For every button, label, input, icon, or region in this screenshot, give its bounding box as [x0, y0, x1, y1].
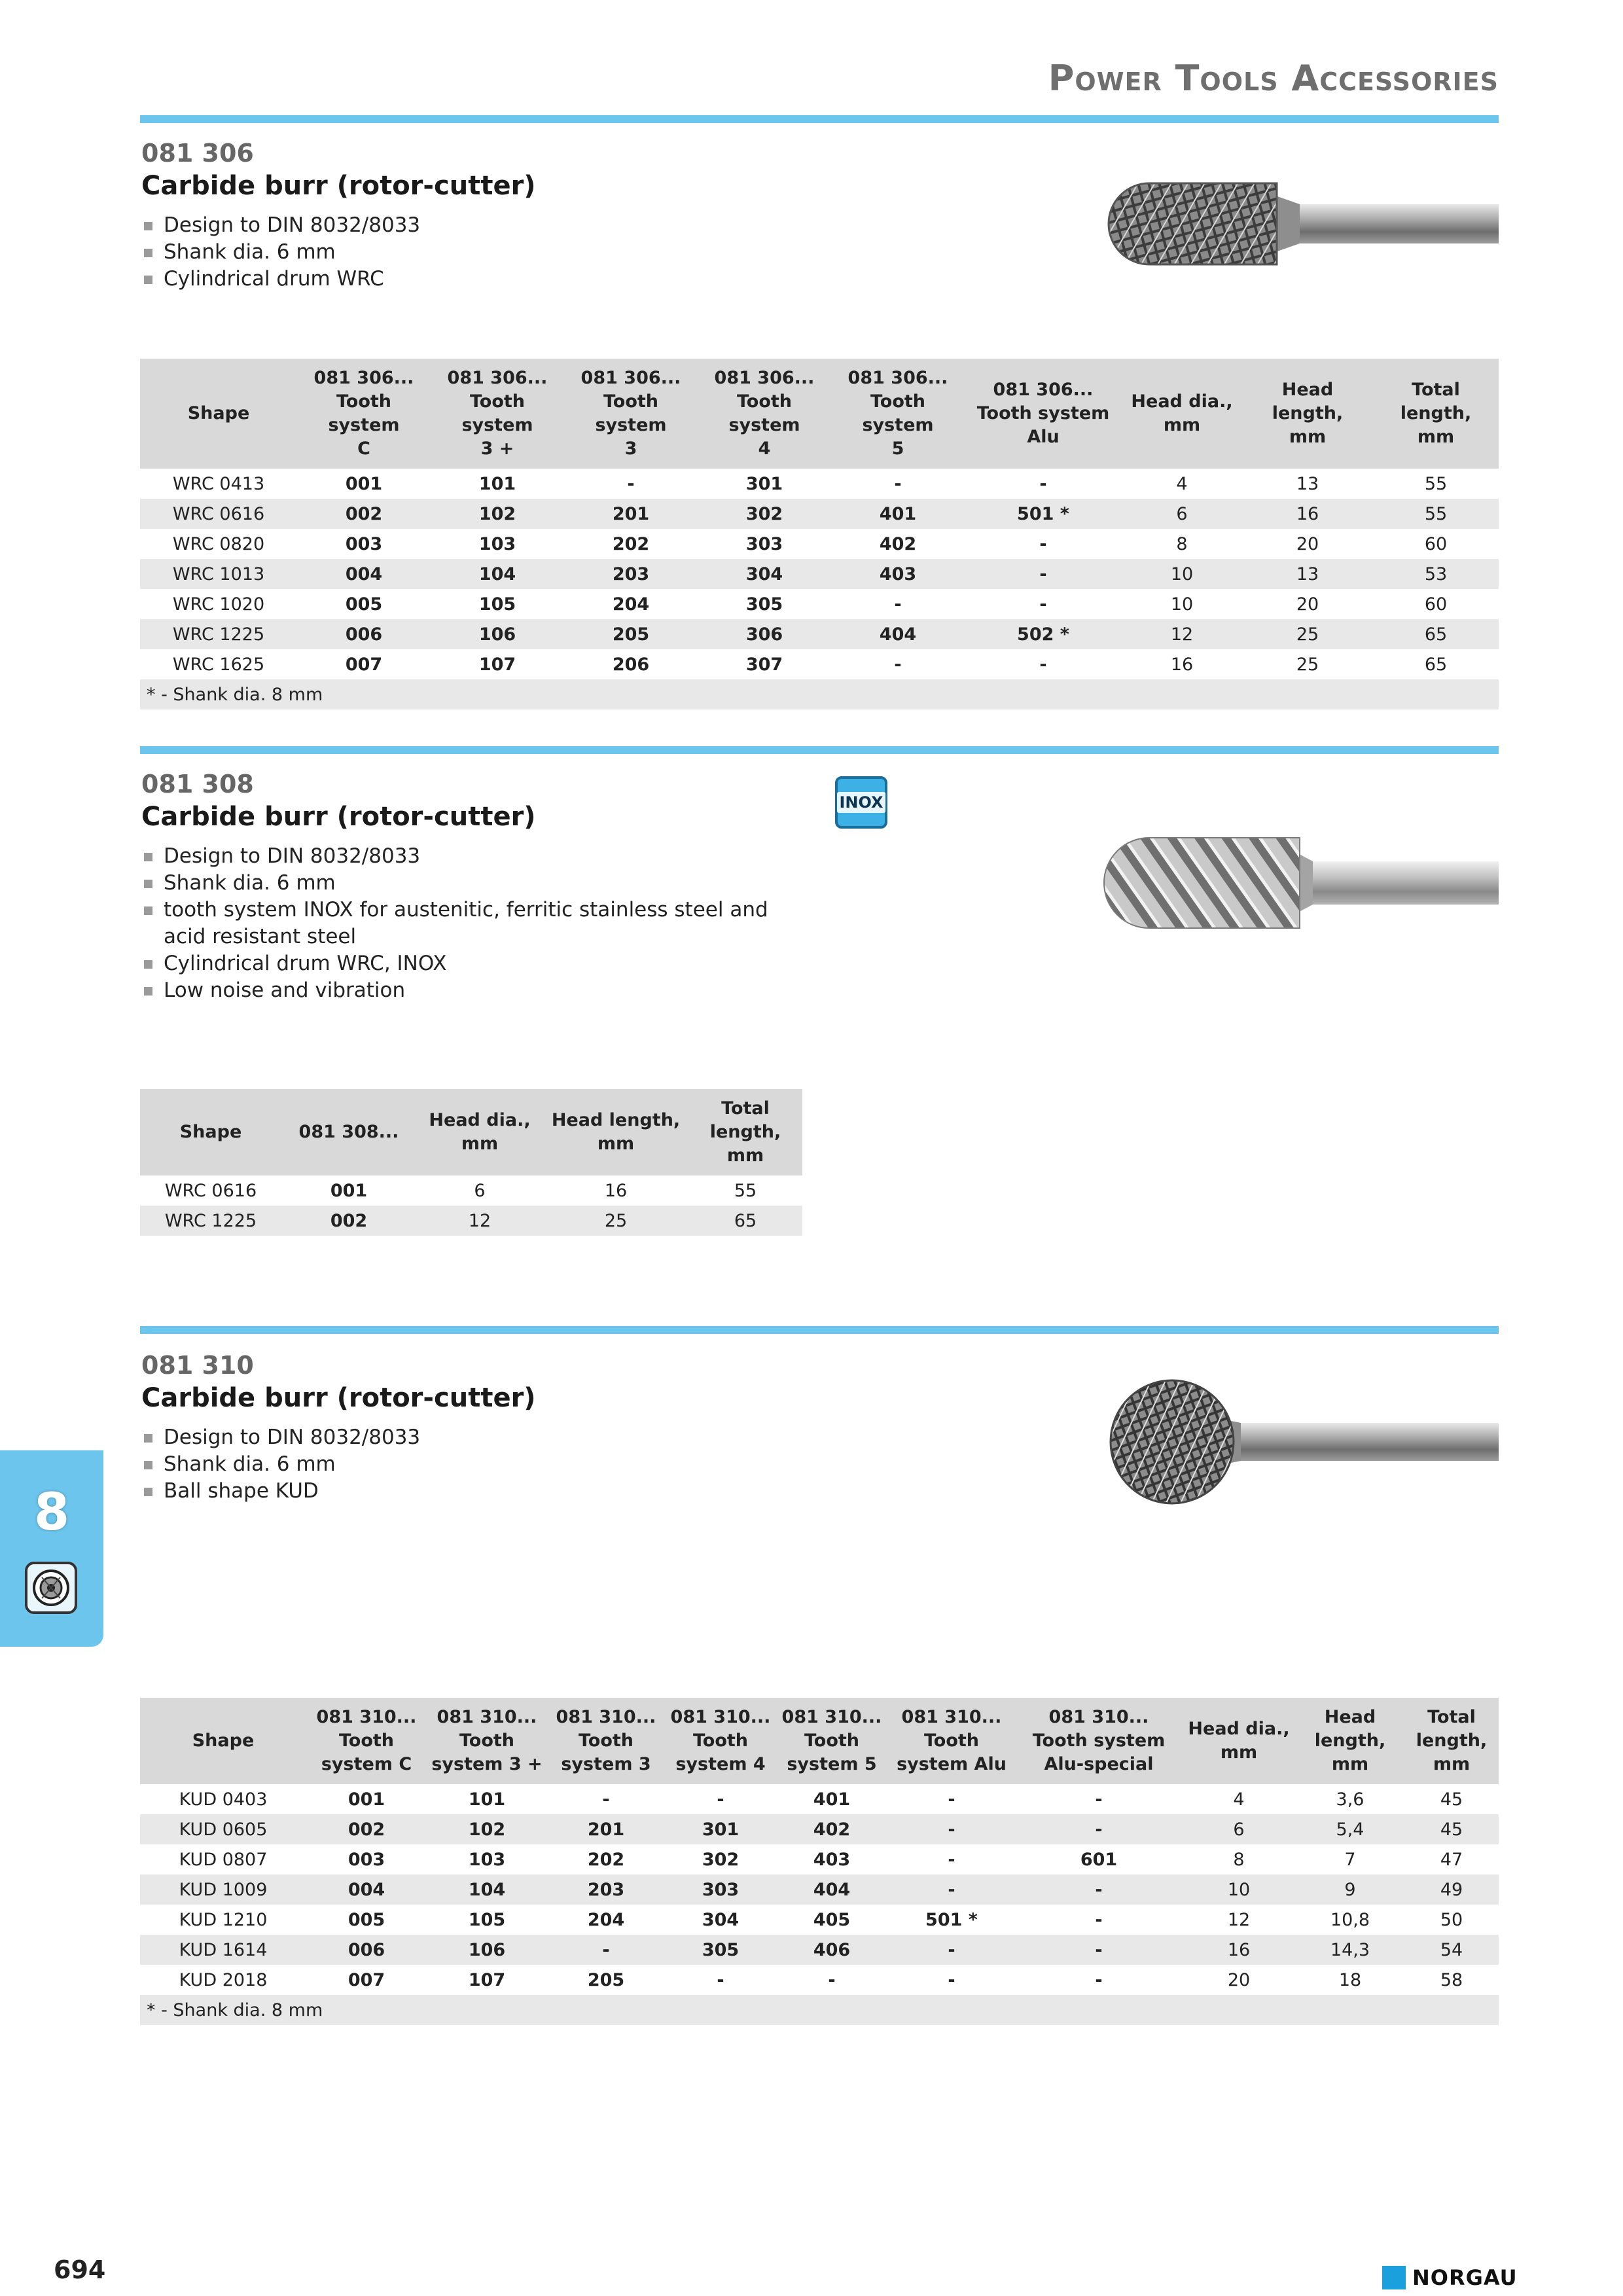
brand-name: NORGAU: [1412, 2265, 1518, 2290]
table-row: KUD 1009 004 104 203 303 404 - - 10 9 49: [140, 1874, 1499, 1905]
col-header: 081 310... Tooth system C: [306, 1698, 427, 1784]
section-rule: [140, 746, 1499, 754]
section-code: 081 306: [141, 139, 254, 168]
grinding-disc-icon: [25, 1562, 77, 1614]
feature-item: Cylindrical drum WRC: [141, 266, 420, 293]
table-footnote: * - Shank dia. 8 mm: [140, 679, 1499, 709]
table-row: WRC 0616 001 6 16 55: [164, 1180, 757, 1201]
brand-square-icon: [1382, 2266, 1406, 2289]
table-row: WRC 0616 002 102 201 302 401 501 * 6 16 55: [140, 499, 1499, 529]
feature-item: Design to DIN 8032/8033: [141, 843, 783, 870]
chapter-number: 8: [33, 1483, 70, 1542]
table-row: WRC 1225 002 12 25 65: [140, 1206, 802, 1236]
col-header: Total length, mm: [688, 1089, 802, 1175]
col-header: 081 310... Tooth system 5: [776, 1698, 887, 1784]
section-title: Carbide burr (rotor-cutter): [141, 171, 536, 201]
col-header: 081 306... Tooth system 4: [698, 359, 831, 469]
table-row: KUD 0807 003 103 202 302 403 - 601 8 7 47: [179, 1849, 1463, 1870]
col-header: 081 306... Tooth system 5: [831, 359, 965, 469]
table-row: WRC 1013 004 104 203 304 403 - 10 13 53: [140, 559, 1499, 589]
col-header: 081 306... Tooth system Alu: [965, 359, 1122, 469]
col-header: 081 306... Tooth system 3 +: [431, 359, 564, 469]
table-row: WRC 1020 005 105 204 305 - - 10 20 60: [172, 594, 1448, 615]
table-row: KUD 1210 005 105 204 304 405 501 * - 12 10,8 50: [179, 1909, 1463, 1930]
table-row: WRC 1225 006 106 205 306 404 502 * 12 25 65: [140, 619, 1499, 649]
col-header: Total length, mm: [1404, 1698, 1499, 1784]
table-row: KUD 2018 007 107 205 - - - - 20 18 58: [179, 1969, 1463, 1990]
inox-badge-icon: [835, 776, 887, 829]
col-header: 081 310... Tooth system 4: [665, 1698, 776, 1784]
spec-table-081-310: [140, 1698, 1499, 2025]
section-title: Carbide burr (rotor-cutter): [141, 1383, 536, 1413]
col-header: Head dia., mm: [1122, 359, 1242, 469]
feature-item: Shank dia. 6 mm: [141, 1451, 420, 1478]
feature-list: [141, 1424, 420, 1505]
page-header-title: Power Tools Accessories: [1048, 58, 1499, 99]
table-footnote: * - Shank dia. 8 mm: [140, 1995, 1499, 2025]
feature-item: Cylindrical drum WRC, INOX: [141, 950, 783, 977]
spec-table-081-308: [140, 1089, 802, 1236]
section-title: Carbide burr (rotor-cutter): [141, 802, 536, 832]
table-row: WRC 1625 007 107 206 307 - - 16 25 65: [172, 654, 1448, 675]
chapter-tab: [0, 1450, 103, 1647]
col-header: Head length, mm: [1296, 1698, 1404, 1784]
table-row: KUD 0605 002 102 201 301 402 - - 6 5,4 45: [140, 1814, 1499, 1844]
col-header: Shape: [140, 359, 297, 469]
col-header: 081 310... Tooth system Alu: [887, 1698, 1016, 1784]
feature-item: Ball shape KUD: [141, 1478, 420, 1505]
table-row: KUD 0403 001 101 - - 401 - - 4 3,6 45: [179, 1789, 1463, 1810]
col-header: 081 308...: [281, 1089, 416, 1175]
feature-item: Design to DIN 8032/8033: [141, 212, 420, 239]
feature-item: tooth system INOX for austenitic, ferritic stainless steel and acid resistant steel: [141, 897, 783, 950]
table-row: WRC 0820 003 103 202 303 402 - 8 20 60: [172, 533, 1448, 554]
col-header: Total length, mm: [1373, 359, 1499, 469]
col-header: Head dia., mm: [416, 1089, 543, 1175]
col-header: Head length, mm: [1242, 359, 1373, 469]
brand-logo: [1382, 2265, 1518, 2290]
col-header: 081 310... Tooth system 3: [547, 1698, 665, 1784]
section-code: 081 310: [141, 1351, 254, 1380]
feature-item: Shank dia. 6 mm: [141, 239, 420, 266]
ball-burr-image: [1103, 1374, 1499, 1512]
col-header: 081 306... Tooth system 3: [564, 359, 698, 469]
feature-item: Shank dia. 6 mm: [141, 870, 783, 897]
col-header: Head length, mm: [543, 1089, 688, 1175]
col-header: Head dia., mm: [1182, 1698, 1296, 1784]
section-rule: [140, 1326, 1499, 1334]
header-rule: [140, 115, 1499, 123]
col-header: 081 306... Tooth system C: [297, 359, 431, 469]
col-header: 081 310... Tooth system Alu-special: [1016, 1698, 1182, 1784]
feature-item: Low noise and vibration: [141, 977, 783, 1004]
spec-table-081-306: [140, 359, 1499, 709]
table-row: WRC 0413 001 101 - 301 - - 4 13 55: [172, 473, 1448, 494]
inox-badge-label: INOX: [837, 792, 885, 813]
inox-burr-image: [1103, 825, 1499, 942]
page-number: 694: [54, 2255, 106, 2284]
feature-item: Design to DIN 8032/8033: [141, 1424, 420, 1451]
section-code: 081 308: [141, 770, 254, 798]
table-row: KUD 1614 006 106 - 305 406 - - 16 14,3 54: [140, 1935, 1499, 1965]
col-header: 081 310... Tooth system 3 +: [427, 1698, 547, 1784]
cylindrical-burr-image: [1103, 171, 1499, 276]
col-header: Shape: [140, 1089, 281, 1175]
feature-list: [141, 212, 420, 293]
feature-list: [141, 843, 783, 1004]
col-header: Shape: [140, 1698, 306, 1784]
